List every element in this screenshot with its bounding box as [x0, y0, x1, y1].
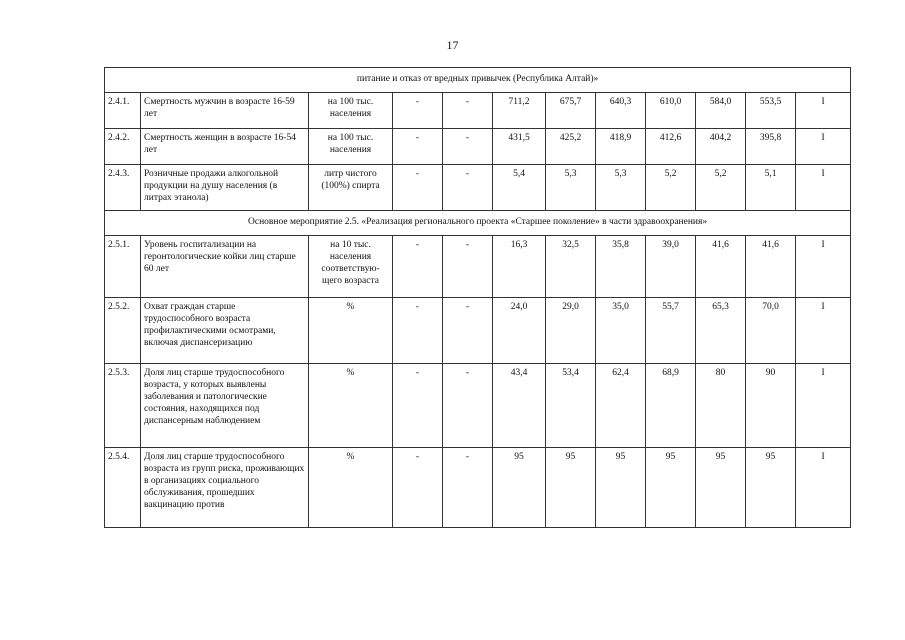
row-value: 53,4	[546, 364, 596, 448]
row-indicator-name: Розничные продажи алкогольной продукции на душу населения (в литрах этанола)	[141, 165, 309, 211]
row-col-base-1: -	[393, 165, 443, 211]
row-value: 24,0	[493, 298, 546, 364]
page-number: 17	[446, 38, 459, 52]
row-value: 5,1	[746, 165, 796, 211]
section-header-text: питание и отказ от вредных привычек (Республика Алтай)»	[105, 68, 851, 93]
row-code: 2.5.2.	[105, 298, 141, 364]
row-indicator-name: Доля лиц старше трудоспособного возраста, у которых выявлены заболевания и патологические состояния, находящихся под диспансерным наблюдением	[141, 364, 309, 448]
row-col-base-2: -	[443, 93, 493, 129]
row-value: 95	[746, 448, 796, 528]
row-code: 2.5.1.	[105, 236, 141, 298]
table-row	[105, 236, 851, 298]
row-col-base-1: -	[393, 448, 443, 528]
row-value: 35,8	[596, 236, 646, 298]
row-value: 425,2	[546, 129, 596, 165]
row-col-base-2: -	[443, 364, 493, 448]
row-value: 431,5	[493, 129, 546, 165]
row-col-base-2: -	[443, 129, 493, 165]
row-code: 2.5.4.	[105, 448, 141, 528]
row-value: 68,9	[646, 364, 696, 448]
row-value: 640,3	[596, 93, 646, 129]
section-header-row	[105, 211, 851, 236]
row-value: 65,3	[696, 298, 746, 364]
section-header-row	[105, 68, 851, 93]
row-col-base-1: -	[393, 298, 443, 364]
row-value: 5,2	[646, 165, 696, 211]
table-row	[105, 364, 851, 448]
row-value: 395,8	[746, 129, 796, 165]
row-value: 35,0	[596, 298, 646, 364]
row-code: 2.5.3.	[105, 364, 141, 448]
row-value: 95	[493, 448, 546, 528]
table-row	[105, 93, 851, 129]
indicators-table	[104, 67, 851, 528]
row-unit: %	[309, 298, 393, 364]
table-row	[105, 165, 851, 211]
row-value: 41,6	[746, 236, 796, 298]
row-value: 412,6	[646, 129, 696, 165]
row-value: 70,0	[746, 298, 796, 364]
row-value: 39,0	[646, 236, 696, 298]
row-source: I	[796, 298, 851, 364]
row-value: 418,9	[596, 129, 646, 165]
row-value: 41,6	[696, 236, 746, 298]
row-code: 2.4.2.	[105, 129, 141, 165]
row-value: 5,3	[596, 165, 646, 211]
row-value: 404,2	[696, 129, 746, 165]
row-indicator-name: Уровень госпитализации на геронтологические койки лиц старше 60 лет	[141, 236, 309, 298]
row-value: 95	[546, 448, 596, 528]
row-value: 55,7	[646, 298, 696, 364]
row-source: I	[796, 364, 851, 448]
row-value: 610,0	[646, 93, 696, 129]
row-value: 5,4	[493, 165, 546, 211]
row-value: 43,4	[493, 364, 546, 448]
row-source: I	[796, 93, 851, 129]
row-value: 29,0	[546, 298, 596, 364]
row-indicator-name: Смертность женщин в возрасте 16-54 лет	[141, 129, 309, 165]
row-indicator-name: Смертность мужчин в возрасте 16-59 лет	[141, 93, 309, 129]
row-code: 2.4.3.	[105, 165, 141, 211]
row-unit: %	[309, 448, 393, 528]
row-indicator-name: Охват граждан старше трудоспособного возраста профилактическими осмотрами, включая диспансеризацию	[141, 298, 309, 364]
row-unit: литр чистого (100%) спирта	[309, 165, 393, 211]
row-value: 5,3	[546, 165, 596, 211]
table-row	[105, 298, 851, 364]
row-value: 711,2	[493, 93, 546, 129]
row-value: 32,5	[546, 236, 596, 298]
row-col-base-1: -	[393, 129, 443, 165]
row-source: I	[796, 236, 851, 298]
row-value: 5,2	[696, 165, 746, 211]
row-value: 16,3	[493, 236, 546, 298]
row-col-base-2: -	[443, 298, 493, 364]
row-col-base-1: -	[393, 93, 443, 129]
row-unit: %	[309, 364, 393, 448]
row-unit: на 100 тыс. населения	[309, 93, 393, 129]
table-row	[105, 448, 851, 528]
row-value: 584,0	[696, 93, 746, 129]
row-col-base-1: -	[393, 236, 443, 298]
row-value: 90	[746, 364, 796, 448]
row-source: I	[796, 165, 851, 211]
row-source: I	[796, 129, 851, 165]
row-value: 62,4	[596, 364, 646, 448]
row-unit: на 10 тыс. населения соответствую-щего возраста	[309, 236, 393, 298]
row-col-base-2: -	[443, 236, 493, 298]
row-source: I	[796, 448, 851, 528]
section-header-text: Основное мероприятие 2.5. «Реализация регионального проекта «Старшее поколение» в части здравоохранения»	[105, 211, 851, 236]
row-col-base-2: -	[443, 165, 493, 211]
row-code: 2.4.1.	[105, 93, 141, 129]
row-col-base-2: -	[443, 448, 493, 528]
row-value: 95	[596, 448, 646, 528]
row-indicator-name: Доля лиц старше трудоспособного возраста из групп риска, проживающих в организациях социального обслуживания, прошедших вакцинацию против	[141, 448, 309, 528]
row-value: 80	[696, 364, 746, 448]
row-value: 95	[696, 448, 746, 528]
table-row	[105, 129, 851, 165]
row-unit: на 100 тыс. населения	[309, 129, 393, 165]
row-col-base-1: -	[393, 364, 443, 448]
row-value: 675,7	[546, 93, 596, 129]
row-value: 95	[646, 448, 696, 528]
row-value: 553,5	[746, 93, 796, 129]
